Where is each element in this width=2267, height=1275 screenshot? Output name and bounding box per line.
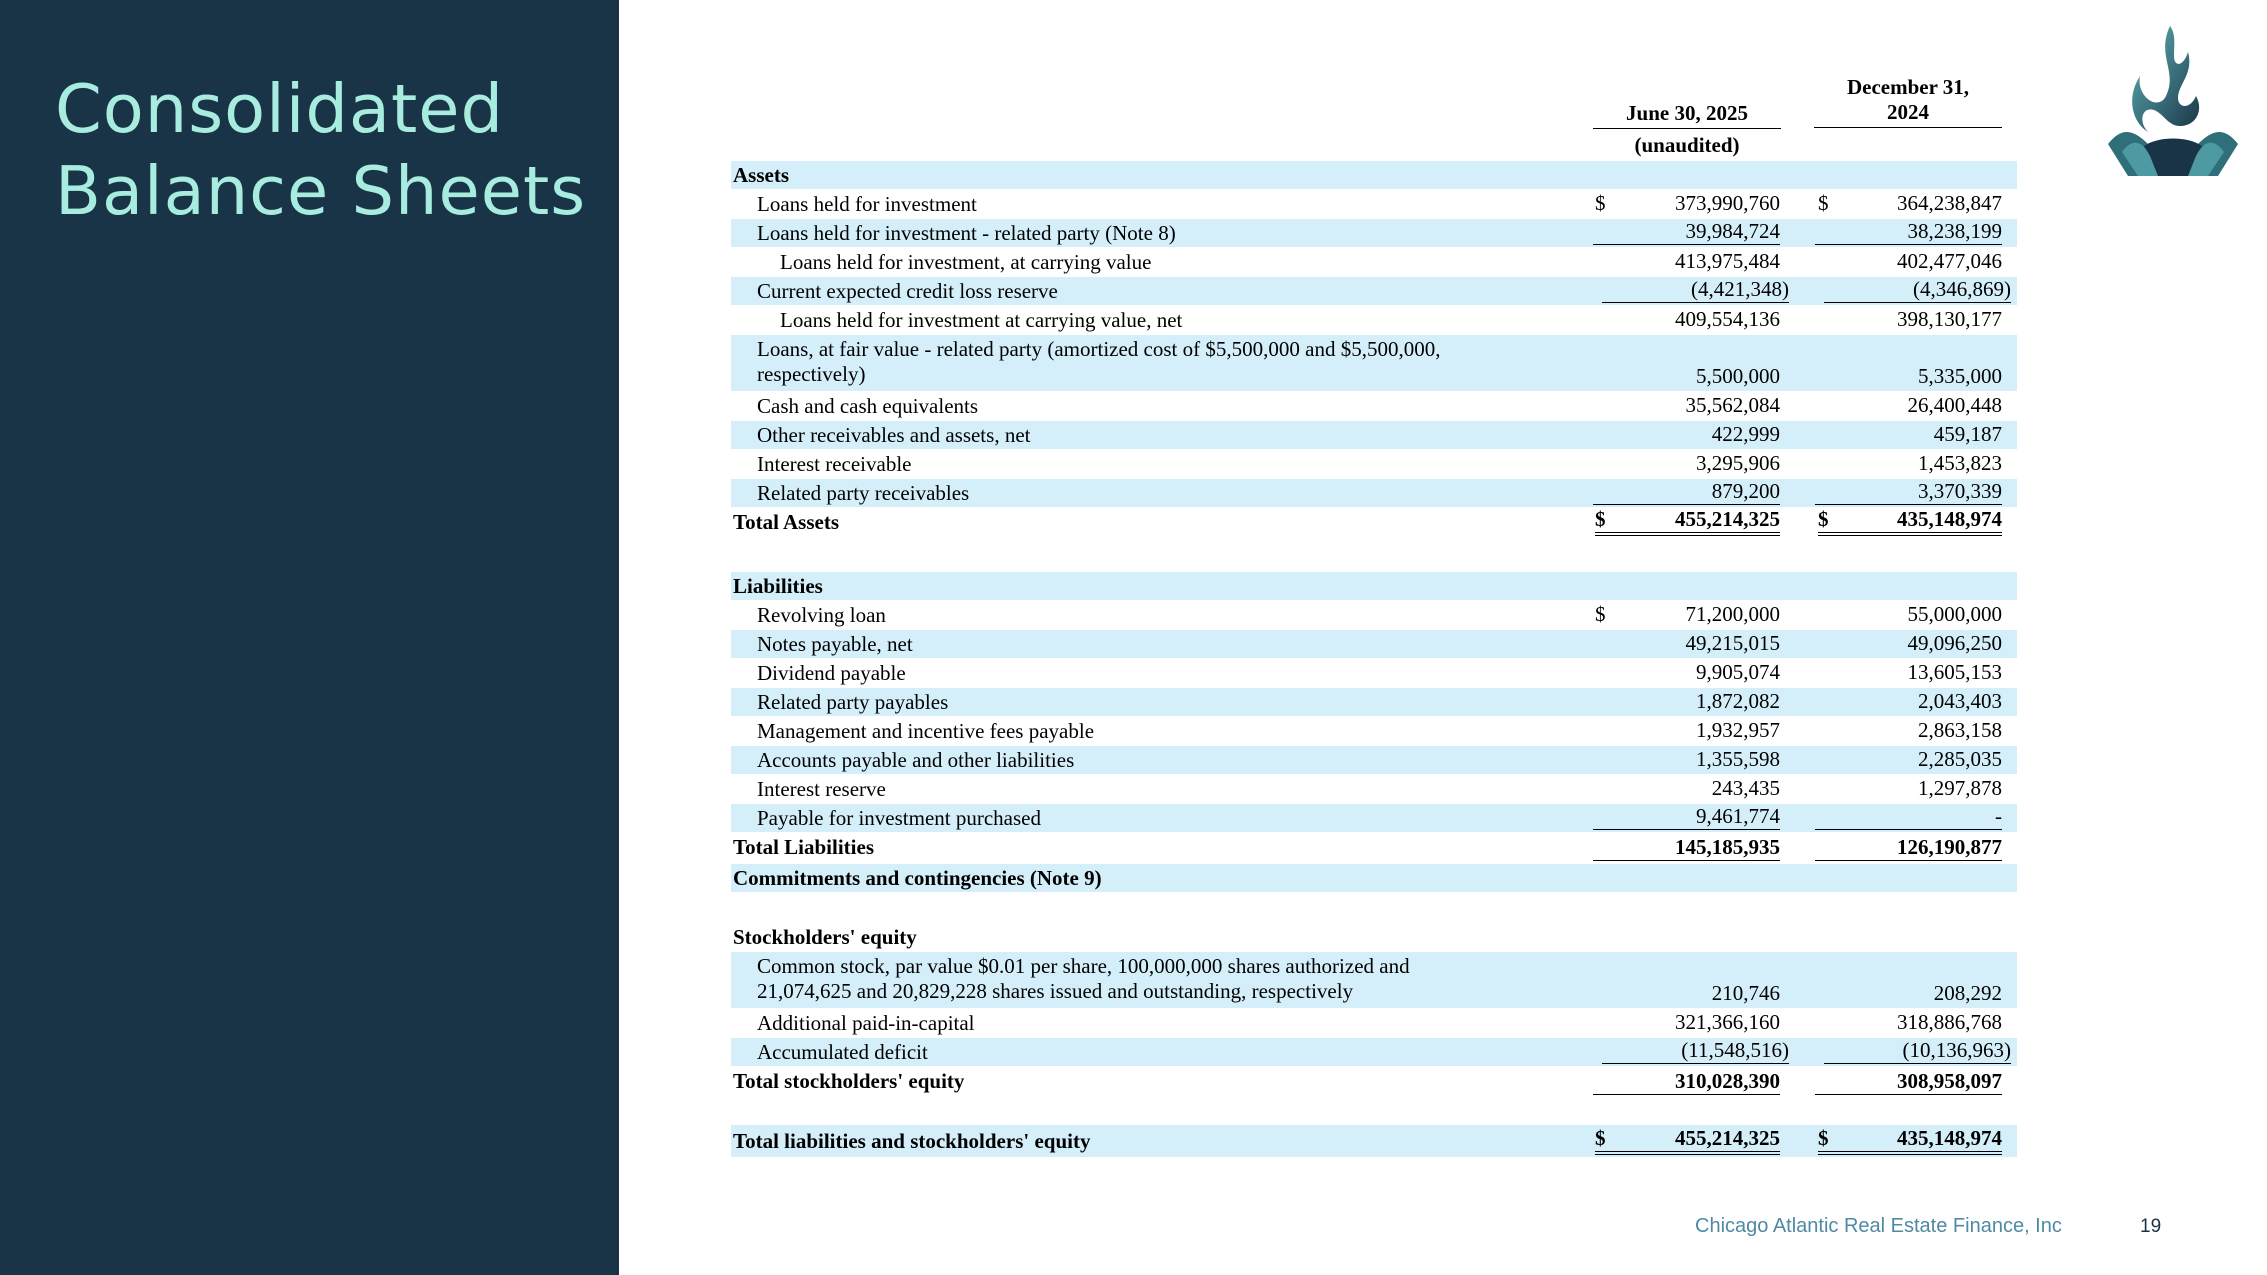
footer-company-name: Chicago Atlantic Real Estate Finance, Inc (1695, 1215, 2062, 1237)
row-label: Interest reserve (757, 777, 886, 801)
value-2025: 243,435 (1711, 776, 1780, 800)
slide-title-line1: Consolidated (55, 70, 504, 148)
row-label-line1: Common stock, par value $0.01 per share, 100,000,000 shares authorized and (757, 954, 1410, 978)
value-2024: 208,292 (1933, 981, 2002, 1005)
row-label: Payable for investment purchased (757, 806, 1041, 830)
value-2025: 409,554,136 (1675, 307, 1780, 331)
row-label: Commitments and contingencies (Note 9) (733, 866, 1102, 890)
total-row-stockholders-equity (731, 1067, 2017, 1097)
row-label: Loans held for investment, at carrying value (780, 250, 1152, 274)
value-2024: 364,238,847 (1897, 191, 2002, 215)
row-label: Total liabilities and stockholders' equity (733, 1129, 1091, 1153)
value-2025: 9,461,774 (1593, 804, 1780, 830)
value-2025: 1,872,082 (1696, 689, 1780, 713)
page-number: 19 (2140, 1216, 2162, 1237)
row-label: Assets (733, 163, 789, 187)
table-row (731, 219, 2017, 247)
value-2025: 5,500,000 (1696, 364, 1780, 388)
value-2025: 9,905,074 (1696, 660, 1780, 684)
value-2025: 422,999 (1711, 422, 1780, 446)
value-2024: 318,886,768 (1897, 1010, 2002, 1034)
table-row (731, 688, 2017, 716)
row-label: Other receivables and assets, net (757, 423, 1031, 447)
row-label: Current expected credit loss reserve (757, 279, 1058, 303)
row-label: Loans held for investment at carrying value, net (780, 308, 1183, 332)
value-2024: 126,190,877 (1815, 835, 2002, 861)
currency-symbol: $ (1595, 602, 1606, 626)
row-label-line2: respectively) (757, 362, 866, 386)
flame-phoenix-icon (2108, 26, 2238, 178)
row-label (757, 337, 1440, 387)
currency-symbol: $ (1595, 507, 1611, 536)
value-2024: 26,400,448 (1907, 393, 2002, 417)
value-2024: 55,000,000 (1907, 602, 2002, 626)
section-header-stockholders-equity (731, 923, 2017, 951)
row-label: Interest receivable (757, 452, 912, 476)
table-row (731, 952, 2017, 1008)
value-2025: 1,932,957 (1696, 718, 1780, 742)
value-2024: 398,130,177 (1897, 307, 2002, 331)
row-label: Related party receivables (757, 481, 970, 505)
row-label: Total Liabilities (733, 835, 875, 859)
value-2024: 49,096,250 (1907, 631, 2002, 655)
row-label: Stockholders' equity (733, 925, 917, 949)
slide-title-line2: Balance Sheets (55, 152, 587, 230)
value-2024: 308,958,097 (1815, 1069, 2002, 1095)
table-row (731, 335, 2017, 391)
table-row (731, 277, 2017, 305)
value-2024: (10,136,963) (1824, 1038, 2011, 1064)
row-label: Notes payable, net (757, 632, 913, 656)
value-2025: 455,214,325 (1611, 507, 1780, 536)
column-header-june-2025: June 30, 2025 (1593, 101, 1781, 129)
value-2025: 145,185,935 (1593, 835, 1780, 861)
table-row (731, 190, 2017, 218)
value-2024: 2,863,158 (1918, 718, 2002, 742)
value-2025: 310,028,390 (1593, 1069, 1780, 1095)
row-label: Revolving loan (757, 603, 886, 627)
value-2025: 3,295,906 (1696, 451, 1780, 475)
row-label: Accumulated deficit (757, 1040, 928, 1064)
slide-title (55, 68, 586, 232)
value-2024: - (1815, 804, 2002, 830)
currency-symbol: $ (1595, 1126, 1611, 1155)
row-label: Dividend payable (757, 661, 906, 685)
currency-symbol: $ (1595, 191, 1606, 215)
value-2024: (4,346,869) (1824, 277, 2011, 303)
value-2025: 210,746 (1711, 981, 1780, 1005)
value-2025: 39,984,724 (1593, 219, 1780, 245)
value-2024: 459,187 (1933, 422, 2002, 446)
table-row (731, 717, 2017, 745)
value-2025: 373,990,760 (1675, 191, 1780, 215)
value-2025: (4,421,348) (1602, 277, 1789, 303)
value-2024: 2,285,035 (1918, 747, 2002, 771)
value-2024: 3,370,339 (1815, 479, 2002, 505)
column-header-december-line1: December 31, (1846, 75, 1970, 99)
row-label: Related party payables (757, 690, 949, 714)
section-header-assets (731, 161, 2017, 189)
row-label: Total stockholders' equity (733, 1069, 965, 1093)
row-label: Liabilities (733, 574, 823, 598)
value-2024: 1,297,878 (1918, 776, 2002, 800)
row-label: Accounts payable and other liabilities (757, 748, 1075, 772)
table-row (731, 392, 2017, 420)
value-2025: 455,214,325 (1611, 1126, 1780, 1155)
value-2025: 49,215,015 (1685, 631, 1780, 655)
value-2024: 1,453,823 (1918, 451, 2002, 475)
value-2025: (11,548,516) (1602, 1038, 1789, 1064)
table-row (731, 248, 2017, 276)
row-commitments (731, 864, 2017, 892)
row-label: Loans held for investment - related party (Note 8) (757, 221, 1176, 245)
row-label (757, 954, 1410, 1004)
column-header-december-2024 (1814, 75, 2002, 128)
row-label: Additional paid-in-capital (757, 1011, 975, 1035)
total-row-assets (731, 508, 2017, 538)
value-2024: 5,335,000 (1918, 364, 2002, 388)
row-label: Loans held for investment (757, 192, 977, 216)
table-row (731, 1009, 2017, 1037)
value-2025: 35,562,084 (1685, 393, 1780, 417)
currency-symbol: $ (1818, 1126, 1834, 1155)
section-header-liabilities (731, 572, 2017, 600)
table-row (731, 746, 2017, 774)
table-row (731, 479, 2017, 507)
value-2025: 413,975,484 (1675, 249, 1780, 273)
row-label: Cash and cash equivalents (757, 394, 979, 418)
value-2024: 13,605,153 (1907, 660, 2002, 684)
value-2024: 2,043,403 (1918, 689, 2002, 713)
row-label: Total Assets (733, 510, 839, 534)
table-row (731, 804, 2017, 832)
table-row (731, 421, 2017, 449)
table-row (731, 450, 2017, 478)
value-2024: 435,148,974 (1834, 507, 2002, 536)
value-2025: 71,200,000 (1685, 602, 1780, 626)
row-label: Management and incentive fees payable (757, 719, 1095, 743)
table-row (731, 601, 2017, 629)
total-row-liabilities (731, 833, 2017, 863)
column-header-december-line2: 2024 (1887, 100, 1929, 124)
currency-symbol: $ (1818, 191, 1829, 215)
value-2025: 879,200 (1593, 479, 1780, 505)
table-row (731, 775, 2017, 803)
value-2024: 38,238,199 (1815, 219, 2002, 245)
value-2025: 321,366,160 (1675, 1010, 1780, 1034)
table-row (731, 659, 2017, 687)
total-row-liabilities-and-equity (731, 1125, 2017, 1157)
currency-symbol: $ (1818, 507, 1834, 536)
value-2024: 402,477,046 (1897, 249, 2002, 273)
table-row (731, 1038, 2017, 1066)
column-subheader-unaudited: (unaudited) (1634, 133, 1740, 157)
table-row (731, 630, 2017, 658)
row-label-line2: 21,074,625 and 20,829,228 shares issued and outstanding, respectively (757, 979, 1354, 1003)
row-label-line1: Loans, at fair value - related party (amortized cost of $5,500,000 and $5,500,000, (757, 337, 1441, 361)
table-row (731, 306, 2017, 334)
value-2025: 1,355,598 (1696, 747, 1780, 771)
value-2024: 435,148,974 (1834, 1126, 2002, 1155)
